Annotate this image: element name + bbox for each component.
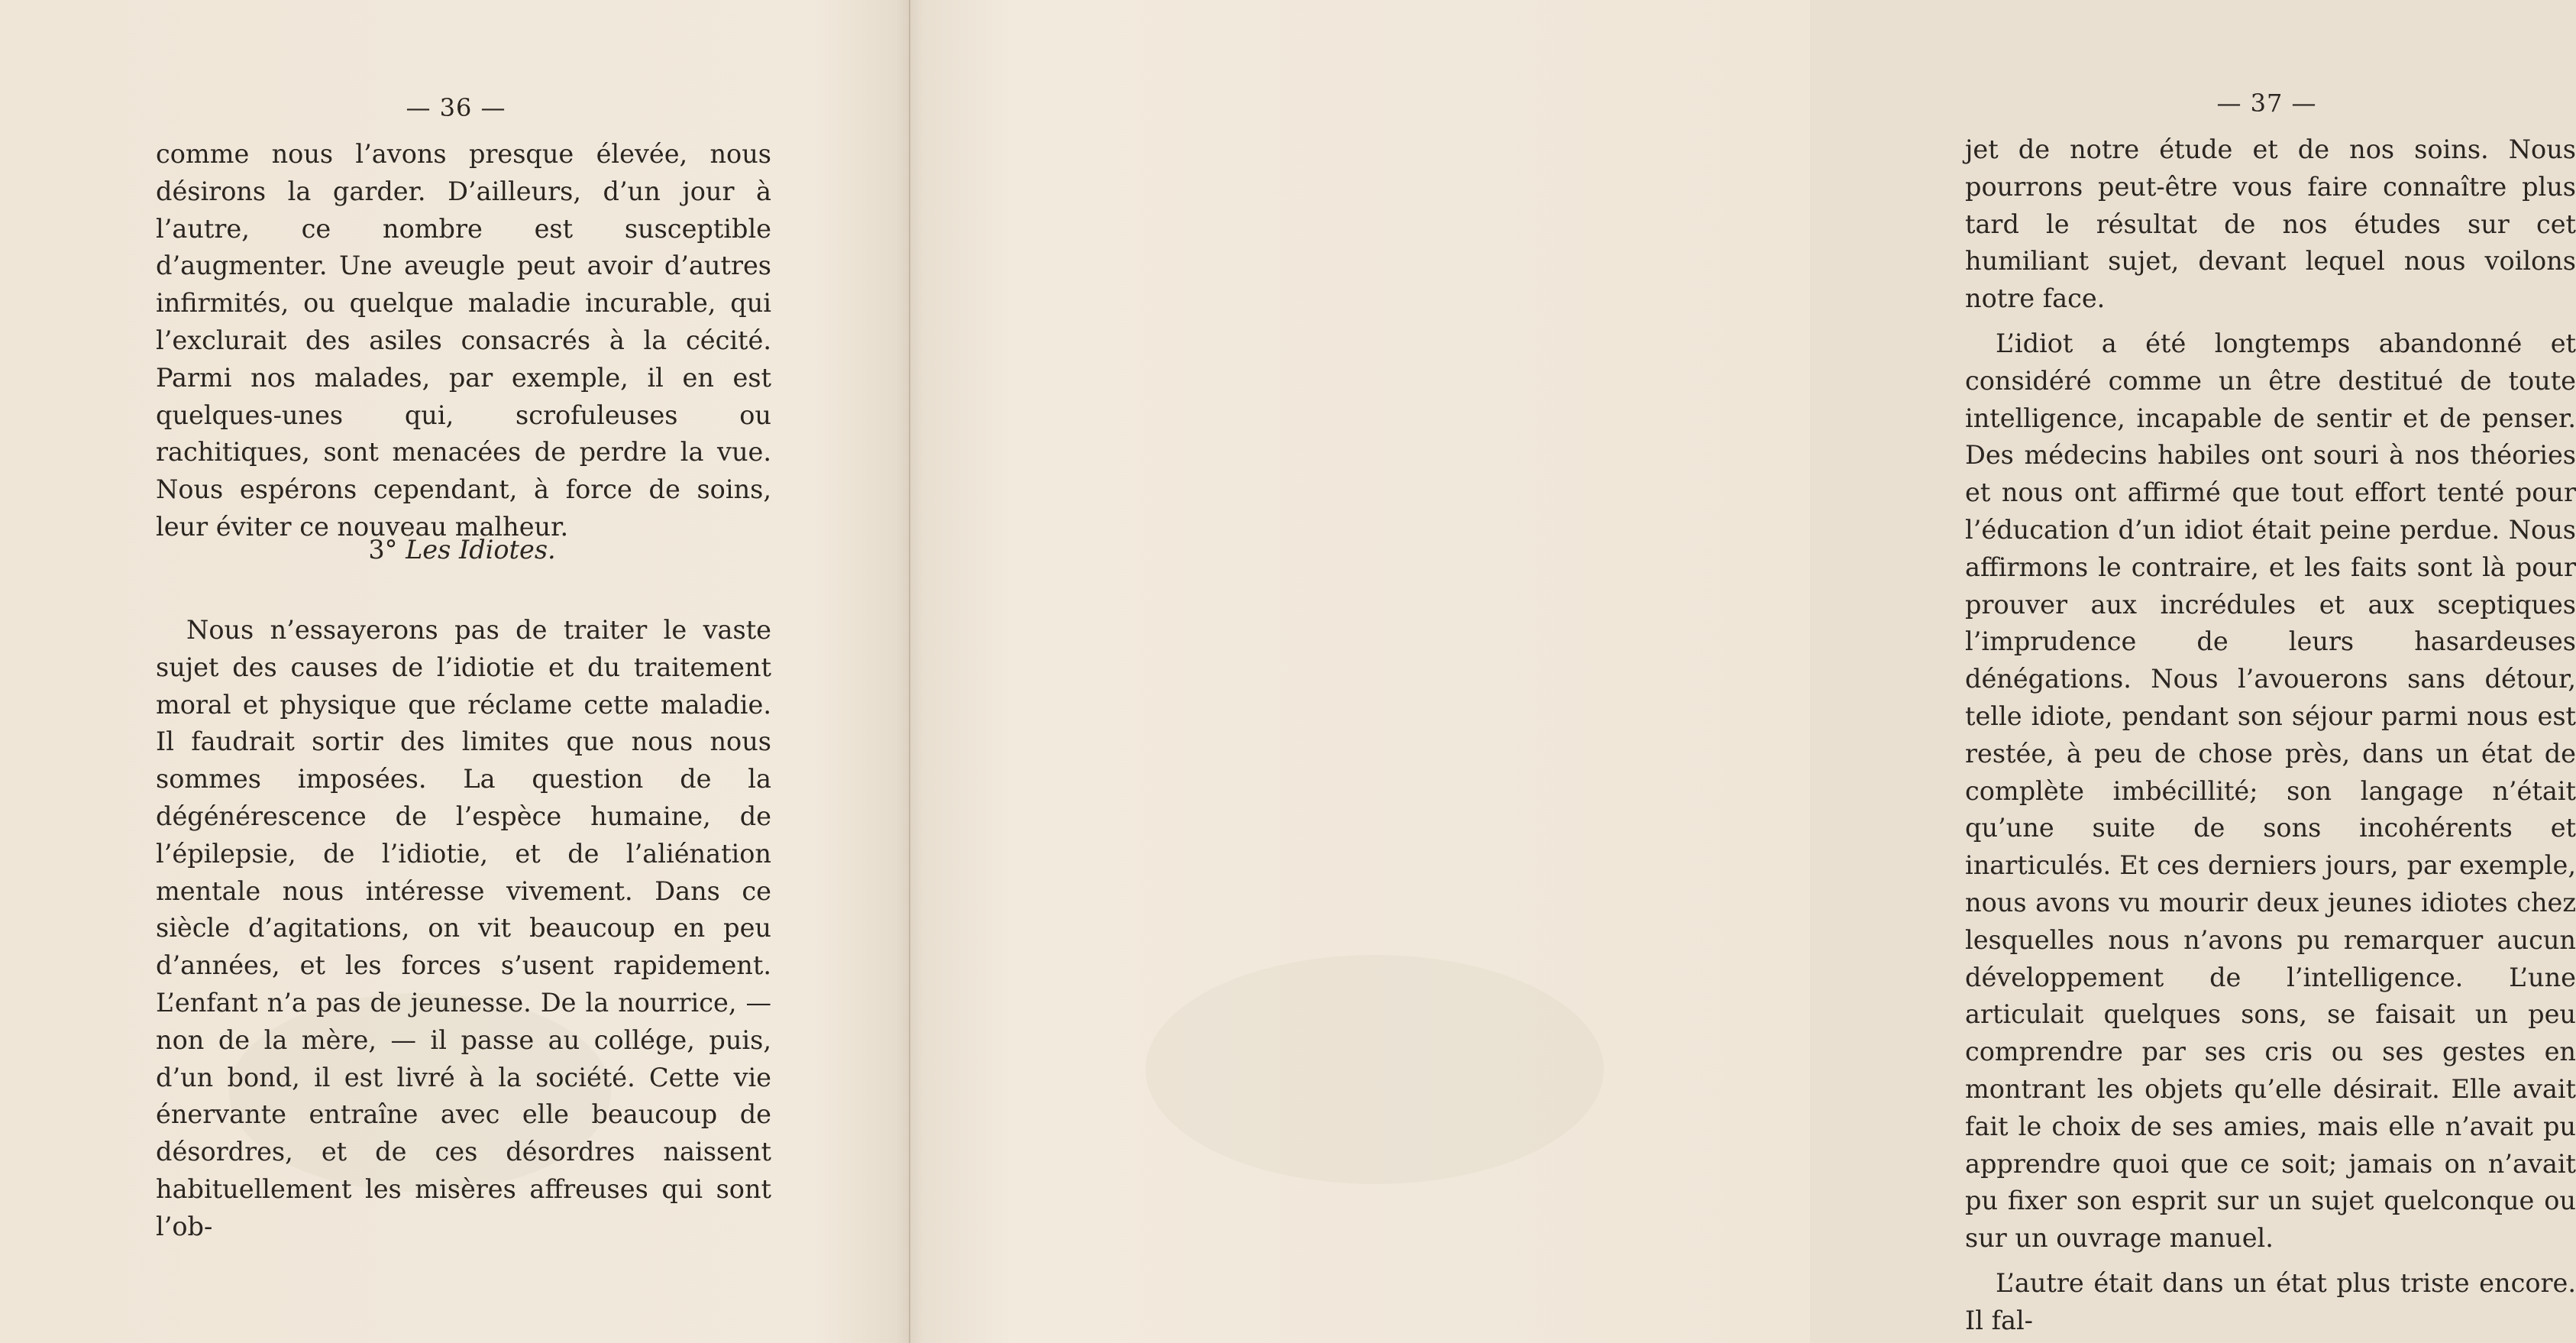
paragraph: comme nous l’avons presque élevée, nous désirons la garder. D’ailleurs, d’un jour à l’autre, ce nombre est susceptible d’augmenter. Une aveugle peut avoir d’autres infirmités, ou quelque maladie incurable, qui l’exclurait des asiles consacrés à la cécité. Parmi nos malades, par exemple, il en est quelques-unes qui, scrofuleuses ou rachitiques, sont menacées de perdre la vue. Nous espérons cependant, à force de soins, leur éviter ce nouveau malheur.: [156, 139, 771, 542]
paragraph: L’idiot a été longtemps abandonné et considéré comme un être destitué de toute intelligence, incapable de sentir et de penser. Des médecins habiles ont souri à nos théories et nous ont affirmé que tout effort tenté pour l’éducation d’un idiot était peine perdue. Nous affirmons le contraire, et les faits sont là pour prouver aux incrédules et aux sceptiques l’imprudence de leurs hasardeuses dénégations. Nous l’avouerons sans détour, telle idiote, pendant son séjour parmi nous est restée, à peu de chose près, dans un état de complète imbécillité; son langage n’était qu’une suite de sons incohérents et inarticulés. Et ces derniers jours, par exemple, nous avons vu mourir deux jeunes idiotes chez lesquelles nous n’avons pu remarquer aucun développement de l’intelligence. L’une articulait quelques sons, se faisait un peu comprendre par ses cris ou ses gestes en montrant les objets qu’elle désirait. Elle avait fait le choix de ses amies, mais elle n’avait pu apprendre quoi que ce soit; jamais on n’avait pu fixer son esprit sur un sujet quelconque ou sur un ouvrage manuel.: [1965, 328, 2576, 1254]
section-heading: [157, 535, 768, 565]
right-text: [1965, 131, 2576, 1340]
left-page: [0, 0, 905, 1343]
right-page: [905, 0, 2576, 1343]
left-section-text: [156, 612, 771, 1246]
section-number: 3°: [368, 535, 398, 565]
paragraph: L’autre était dans un état plus triste encore. Il fal-: [1965, 1267, 2576, 1335]
page-number-right: — 37 —: [2216, 89, 2317, 118]
paragraph: Nous n’essayerons pas de traiter le vaste sujet des causes de l’idiotie et du traitement moral et physique que réclame cette maladie. Il faudrait sortir des limites que nous nous sommes imposées. La question de la dégénérescence de l’espèce humaine, de l’épilepsie, de l’idiotie, et de l’aliénation mentale nous intéresse vivement. Dans ce siècle d’agitations, on vit beaucoup en peu d’années, et les forces s’usent rapidement. L’enfant n’a pas de jeunesse. De la nourrice, — non de la mère, — il passe au collége, puis, d’un bond, il est livré à la société. Cette vie énervante entraîne avec elle beaucoup de désordres, et de ces désordres naissent habituellement les misères affreuses qui sont l’ob-: [156, 615, 771, 1241]
section-title: Les Idiotes.: [406, 535, 556, 565]
page-number-left: — 36 —: [406, 93, 506, 122]
left-top-text: [156, 136, 771, 546]
paragraph: jet de notre étude et de nos soins. Nous pourrons peut-être vous faire connaître plus tard le résultat de nos études sur cet humiliant sujet, devant lequel nous voilons notre face.: [1965, 134, 2576, 314]
